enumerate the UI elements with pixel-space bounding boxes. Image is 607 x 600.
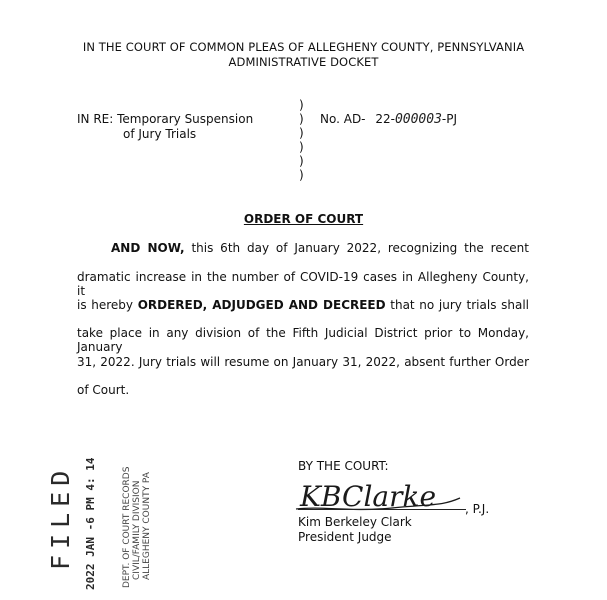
- order-line-2: dramatic increase in the number of COVID-19 cases in Allegheny County, it: [77, 270, 529, 298]
- judge-name: Kim Berkeley Clark: [298, 515, 412, 529]
- caption-paren: ): [299, 126, 304, 140]
- order-line-3-post: that no jury trials shall: [390, 298, 529, 312]
- order-line-6: of Court.: [77, 383, 130, 397]
- caption-paren-column: [299, 98, 304, 182]
- judge-title: President Judge: [298, 530, 392, 544]
- dept-stamp-line-2: CIVIL/FAMILY DIVISION: [132, 480, 142, 580]
- signature-handwriting: KBClarke: [300, 480, 437, 513]
- caption-paren: ): [299, 168, 304, 182]
- filed-stamp: FILED: [46, 464, 75, 570]
- caption-paren: ): [299, 98, 304, 112]
- dept-stamp-line-1: DEPT. OF COURT RECORDS: [122, 466, 132, 588]
- order-line-3-pre: is hereby: [77, 298, 134, 312]
- docket-number-label: No. AD-: [320, 112, 366, 126]
- docket-number-prefix: 22-: [375, 112, 395, 126]
- docket-number: [320, 112, 457, 127]
- order-line-1: [77, 241, 529, 255]
- court-heading: IN THE COURT OF COMMON PLEAS OF ALLEGHENY COUNTY, PENNSYLVANIA: [82, 40, 525, 54]
- docket-number-suffix: -PJ: [441, 112, 458, 126]
- dept-stamp-line-3: ALLEGHENY COUNTY PA: [142, 472, 152, 580]
- caption-paren: ): [299, 112, 304, 126]
- order-decree: ORDERED, ADJUDGED AND DECREED: [137, 298, 386, 312]
- caption-in-re-line2: of Jury Trials: [123, 127, 197, 141]
- order-line-4: take place in any division of the Fifth Judicial District prior to Monday, January: [77, 326, 529, 354]
- signature-line: [298, 509, 466, 510]
- caption-paren: ): [299, 140, 304, 154]
- order-title: ORDER OF COURT: [243, 212, 364, 226]
- signature-scribble-icon: [292, 476, 467, 518]
- caption-paren: ): [299, 154, 304, 168]
- order-line-5: 31, 2022. Jury trials will resume on January 31, 2022, absent further Order: [77, 355, 529, 369]
- order-line-3: [77, 298, 529, 312]
- and-now: AND NOW,: [111, 241, 185, 255]
- filed-date-stamp: 2022 JAN -6 PM 4: 14: [84, 457, 97, 590]
- caption-in-re-line1: IN RE: Temporary Suspension: [77, 112, 254, 126]
- docket-heading: ADMINISTRATIVE DOCKET: [228, 55, 379, 69]
- order-line-1-rest: this 6th day of January 2022, recognizing the recent: [191, 241, 529, 255]
- docket-number-handwritten: 000003: [394, 112, 442, 127]
- by-the-court: BY THE COURT:: [298, 459, 389, 473]
- dept-stamp: [122, 467, 152, 588]
- signature-suffix: , P.J.: [465, 502, 490, 516]
